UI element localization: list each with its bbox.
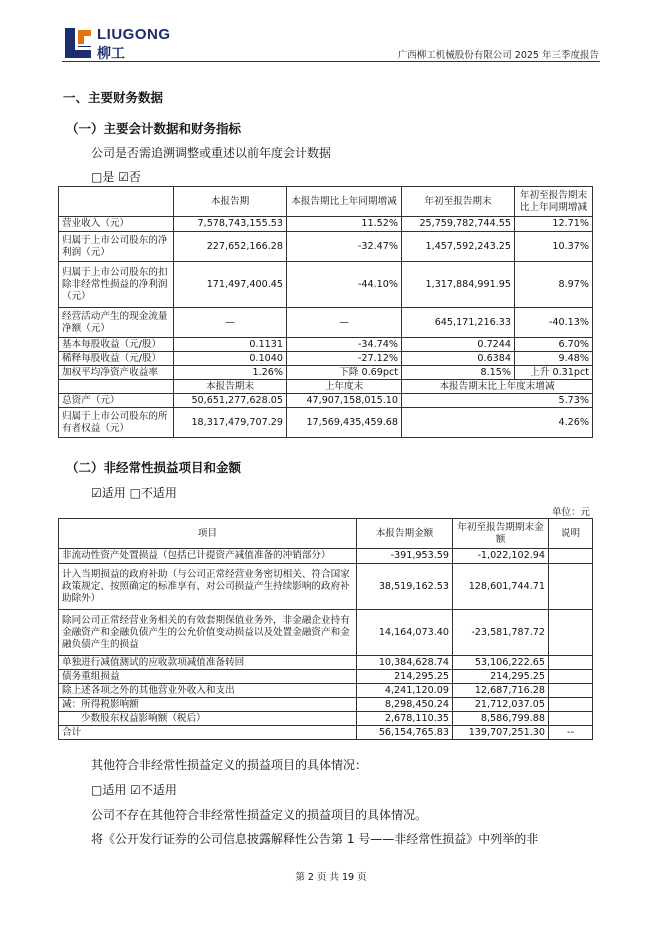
- table-cell: 128,601,744.71: [453, 564, 549, 610]
- header-cell: 本报告期金额: [357, 519, 453, 549]
- table-cell: 8,586,799.88: [453, 712, 549, 726]
- row-label: 基本每股收益（元/股）: [59, 338, 174, 352]
- row-label: 稀释每股收益（元/股）: [59, 352, 174, 366]
- table-cell: 214,295.25: [357, 670, 453, 684]
- header-cell: 本报告期: [174, 187, 287, 217]
- header-cell: 本报告期末比上年度末增减: [402, 380, 593, 394]
- liugong-logo-mark-icon: [63, 26, 93, 60]
- table-row: [59, 610, 593, 656]
- table-header-row: [59, 519, 593, 549]
- table-cell: 11.52%: [287, 217, 402, 232]
- table-row: [59, 232, 593, 262]
- table-cell: 7,578,743,155.53: [174, 217, 287, 232]
- table-cell: 1,457,592,243.25: [402, 232, 515, 262]
- table-cell: 8,298,450.24: [357, 698, 453, 712]
- table-cell: -23,581,787.72: [453, 610, 549, 656]
- row-label: 少数股东权益影响额（税后）: [59, 712, 357, 726]
- other-items-text: 其他符合非经常性损益定义的损益项目的具体情况：: [91, 758, 368, 772]
- header-cell: 本报告期末: [174, 380, 287, 394]
- table-cell: -40.13%: [515, 308, 593, 338]
- table-cell: 9.48%: [515, 352, 593, 366]
- table-row: [59, 670, 593, 684]
- subsection-title-key-indicators: （一）主要会计数据和财务指标: [66, 121, 242, 136]
- table-cell: 38,519,162.53: [357, 564, 453, 610]
- table-cell: 8.15%: [402, 366, 515, 380]
- row-label: 非流动性资产处置损益（包括已计提资产减值准备的冲销部分）: [59, 549, 357, 564]
- header-cell: 说明: [549, 519, 593, 549]
- key-indicators-table: [58, 186, 593, 438]
- header-cell: [59, 187, 174, 217]
- table-cell: 53,106,222.65: [453, 656, 549, 670]
- table-row: [59, 217, 593, 232]
- restate-choice: □是 ☑否: [91, 170, 141, 184]
- table-cell: -32.47%: [287, 232, 402, 262]
- row-label: 总资产（元）: [59, 394, 174, 408]
- other-items-choice: □适用 ☑不适用: [91, 783, 177, 797]
- header-cell: 本报告期比上年同期增减: [287, 187, 402, 217]
- table-cell: 10,384,628.74: [357, 656, 453, 670]
- row-label: 合计: [59, 726, 357, 740]
- table-cell: [549, 698, 593, 712]
- table-cell: 14,164,073.40: [357, 610, 453, 656]
- unit-label: 单位：元: [551, 507, 590, 518]
- continuation-text: 将《公开发行证券的公司信息披露解释性公告第 1 号——非经常性损益》中列举的非: [91, 832, 539, 846]
- table-row: [59, 394, 593, 408]
- table-cell: 25,759,782,744.55: [402, 217, 515, 232]
- table-cell: 下降 0.69pct: [287, 366, 402, 380]
- row-label: 营业收入（元）: [59, 217, 174, 232]
- header-cell: 上年度末: [287, 380, 402, 394]
- table-cell: 10.37%: [515, 232, 593, 262]
- table-cell: 4.26%: [402, 408, 593, 438]
- table-cell: -34.74%: [287, 338, 402, 352]
- header-cell: 项目: [59, 519, 357, 549]
- table-cell: 8.97%: [515, 262, 593, 308]
- table-cell: 645,171,216.33: [402, 308, 515, 338]
- table-cell: 上升 0.31pct: [515, 366, 593, 380]
- nonrecurring-items-table: [58, 518, 593, 740]
- table-cell: 12,687,716.28: [453, 684, 549, 698]
- table-cell: 12.71%: [515, 217, 593, 232]
- table-cell: -391,953.59: [357, 549, 453, 564]
- row-label: 债务重组损益: [59, 670, 357, 684]
- row-label: 归属于上市公司股东的所有者权益（元）: [59, 408, 174, 438]
- table-cell: [549, 549, 593, 564]
- table-cell: 1.26%: [174, 366, 287, 380]
- table-row: [59, 656, 593, 670]
- logo-text-cn: 柳工: [97, 46, 125, 62]
- table-header-row: [59, 187, 593, 217]
- table-total-row: [59, 726, 593, 740]
- applicable-choice: ☑适用 □不适用: [91, 486, 177, 500]
- table-row: [59, 352, 593, 366]
- table-cell: [549, 610, 593, 656]
- table-row: [59, 338, 593, 352]
- table-cell: -44.10%: [287, 262, 402, 308]
- row-label: 减：所得税影响额: [59, 698, 357, 712]
- table-cell: [549, 712, 593, 726]
- row-label: 单独进行减值测试的应收款项减值准备转回: [59, 656, 357, 670]
- table-cell: 4,241,120.09: [357, 684, 453, 698]
- restate-question: 公司是否需追溯调整或重述以前年度会计数据: [91, 146, 332, 160]
- table-cell: 2,678,110.35: [357, 712, 453, 726]
- table-row: [59, 549, 593, 564]
- row-label: 归属于上市公司股东的净利润（元）: [59, 232, 174, 262]
- table-cell: 0.6384: [402, 352, 515, 366]
- table-cell: 6.70%: [515, 338, 593, 352]
- table-row: [59, 366, 593, 380]
- table-row: [59, 698, 593, 712]
- table-cell: [549, 670, 593, 684]
- table-cell: 0.1131: [174, 338, 287, 352]
- table-cell: 56,154,765.83: [357, 726, 453, 740]
- header-cell: 年初至报告期末: [402, 187, 515, 217]
- table-cell: 5.73%: [402, 394, 593, 408]
- table-cell: [549, 684, 593, 698]
- table-cell: -1,022,102.94: [453, 549, 549, 564]
- table-cell: 171,497,400.45: [174, 262, 287, 308]
- table-cell: 21,712,037.05: [453, 698, 549, 712]
- table-cell: 0.1040: [174, 352, 287, 366]
- row-label: 计入当期损益的政府补助（与公司正常经营业务密切相关、符合国家政策规定、按照确定的标准享有、对公司损益产生持续影响的政府补助除外）: [59, 564, 357, 610]
- table-cell: 139,707,251.30: [453, 726, 549, 740]
- subsection-title-nonrecurring: （二）非经常性损益项目和金额: [66, 460, 242, 475]
- row-label: 经营活动产生的现金流量净额（元）: [59, 308, 174, 338]
- table-cell: 0.7244: [402, 338, 515, 352]
- page-number: 第 2 页 共 19 页: [295, 872, 367, 883]
- header-cell: 年初至报告期期末金额: [453, 519, 549, 549]
- row-label: 除同公司正常经营业务相关的有效套期保值业务外，非金融企业持有金融资产和金融负债产生的公允价值变动损益以及处置金融资产和金融负债产生的损益: [59, 610, 357, 656]
- table-row: [59, 408, 593, 438]
- table-cell: 1,317,884,991.95: [402, 262, 515, 308]
- logo-text-en: LIUGONG: [97, 26, 171, 43]
- table-cell: [549, 656, 593, 670]
- table-cell: 50,651,277,628.05: [174, 394, 287, 408]
- table-cell: 214,295.25: [453, 670, 549, 684]
- report-title: 广西柳工机械股份有限公司 2025 年三季度报告: [397, 50, 599, 61]
- liugong-logo: [63, 24, 203, 64]
- section-title-financial-data: 一、主要财务数据: [63, 90, 164, 105]
- table-row: [59, 564, 593, 610]
- table-row: [59, 308, 593, 338]
- table-cell: —: [174, 308, 287, 338]
- table-cell: 227,652,166.28: [174, 232, 287, 262]
- header-cell: [59, 380, 174, 394]
- no-other-items-text: 公司不存在其他符合非经常性损益定义的损益项目的具体情况。: [91, 808, 428, 822]
- table-cell: —: [287, 308, 402, 338]
- row-label: 归属于上市公司股东的扣除非经常性损益的净利润（元）: [59, 262, 174, 308]
- table-cell: -27.12%: [287, 352, 402, 366]
- row-label: 加权平均净资产收益率: [59, 366, 174, 380]
- header-cell: 年初至报告期末比上年同期增减: [515, 187, 593, 217]
- table-cell: 17,569,435,459.68: [287, 408, 402, 438]
- table-subheader-row: [59, 380, 593, 394]
- table-cell: --: [549, 726, 593, 740]
- table-cell: 18,317,479,707.29: [174, 408, 287, 438]
- row-label: 除上述各项之外的其他营业外收入和支出: [59, 684, 357, 698]
- header-divider: [62, 61, 600, 62]
- table-cell: [549, 564, 593, 610]
- table-row: [59, 684, 593, 698]
- table-cell: 47,907,158,015.10: [287, 394, 402, 408]
- table-row: [59, 712, 593, 726]
- table-row: [59, 262, 593, 308]
